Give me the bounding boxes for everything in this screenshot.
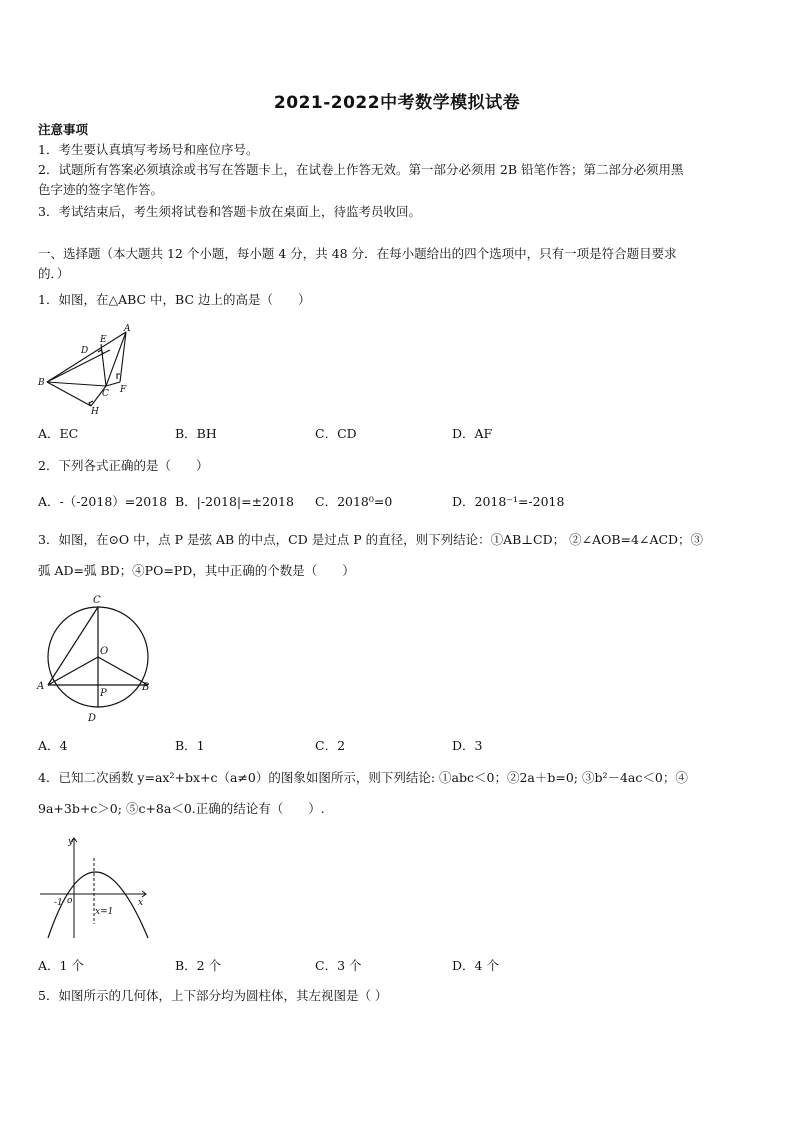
question-1-figure	[38, 322, 138, 417]
q2-option-a[interactable]: A．-（-2018）=2018	[38, 494, 168, 509]
q4-label-axis: x=1	[95, 907, 114, 917]
q1-label-H: H	[91, 407, 99, 417]
question-3-stem: 3．如图，在⊙O 中，点 P 是弦 AB 的中点，CD 是过点 P 的直径，则下列结论：①AB⊥CD； ②∠AOB=4∠ACD；③	[38, 532, 704, 547]
section-heading: 一、选择题（本大题共 12 个小题，每小题 4 分，共 48 分．在每小题给出的四个选项中，只有一项是符合题目要求	[38, 246, 677, 261]
q4-option-b[interactable]: B．2 个	[175, 958, 222, 973]
question-3-figure	[36, 592, 156, 724]
notes-heading: 注意事项	[38, 122, 89, 137]
q1-label-A: A	[124, 324, 131, 334]
q1-option-a[interactable]: A．EC	[38, 426, 79, 441]
q3-label-B: B	[142, 682, 150, 693]
q4-option-c[interactable]: C．3 个	[315, 958, 362, 973]
q4-label-minus1: -1	[54, 898, 63, 908]
q4-label-y: y	[68, 837, 74, 847]
q1-label-F: F	[120, 385, 127, 395]
q1-option-c[interactable]: C．CD	[315, 426, 357, 441]
page-title: 2021-2022中考数学模拟试卷	[273, 93, 521, 113]
q4-option-d[interactable]: D．4 个	[452, 958, 499, 973]
question-2-stem: 2．下列各式正确的是（ ）	[38, 458, 209, 473]
q3-label-D: D	[88, 713, 97, 724]
question-4-stem: 4．已知二次函数 y=ax²+bx+c（a≠0）的图象如图所示，则下列结论: ①abc＜0；②2a＋b=0; ③b²－4ac＜0；④	[38, 770, 688, 785]
q2-option-d[interactable]: D．2018⁻¹=-2018	[452, 494, 565, 509]
q1-label-E: E	[100, 335, 107, 345]
q1-option-b[interactable]: B．BH	[175, 426, 217, 441]
q2-option-b[interactable]: B．|-2018|=±2018	[175, 494, 294, 509]
q4-option-a[interactable]: A．1 个	[38, 958, 84, 973]
q3-label-P: P	[100, 688, 107, 699]
note-item-2-cont: 色字迹的签字笔作答。	[38, 182, 164, 197]
q3-option-b[interactable]: B．1	[175, 738, 205, 753]
q2-option-c[interactable]: C．2018⁰=0	[315, 494, 393, 509]
q3-label-C: C	[93, 595, 101, 606]
q3-label-O: O	[100, 646, 109, 657]
section-heading-cont: 的．）	[38, 266, 70, 281]
note-item-1: 1．考生要认真填写考场号和座位序号。	[38, 142, 259, 157]
question-3-stem-cont: 弧 AD=弧 BD；④PO=PD，其中正确的个数是（ ）	[38, 563, 355, 578]
question-4-figure	[38, 834, 154, 942]
q3-label-A: A	[37, 681, 45, 692]
q3-option-c[interactable]: C．2	[315, 738, 346, 753]
q1-label-B: B	[38, 378, 45, 388]
q1-option-d[interactable]: D．AF	[452, 426, 493, 441]
q1-label-D: D	[81, 346, 89, 356]
q3-option-d[interactable]: D．3	[452, 738, 483, 753]
q4-label-origin: o	[67, 896, 73, 906]
question-1-stem: 1．如图，在△ABC 中，BC 边上的高是（ ）	[38, 292, 311, 307]
question-4-stem-cont: 9a+3b+c＞0; ⑤c+8a＜0.正确的结论有（ ）.	[38, 801, 325, 816]
q4-label-x: x	[138, 898, 144, 908]
q1-label-C: C	[102, 389, 109, 399]
note-item-2: 2．试题所有答案必须填涂或书写在答题卡上，在试卷上作答无效。第一部分必须用 2B 铅笔作答；第二部分必须用黑	[38, 162, 684, 177]
note-item-3: 3．考试结束后，考生须将试卷和答题卡放在桌面上，待监考员收回。	[38, 204, 421, 219]
q3-option-a[interactable]: A．4	[38, 738, 68, 753]
question-5-stem: 5．如图所示的几何体，上下部分均为圆柱体，其左视图是（ ）	[38, 988, 388, 1003]
